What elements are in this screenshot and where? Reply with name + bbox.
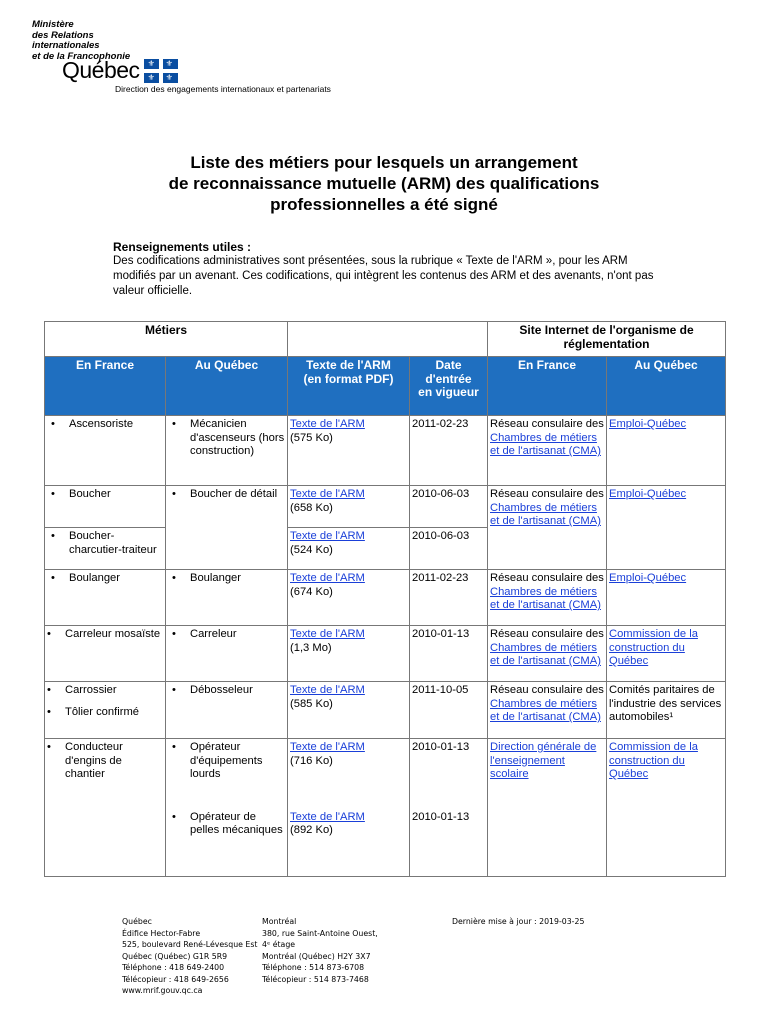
file-size: (585 Ko) xyxy=(290,697,333,710)
file-size: (658 Ko) xyxy=(290,501,333,514)
dges-link[interactable]: Direction générale de l'enseignement scolaire xyxy=(490,741,597,780)
emploi-quebec-link[interactable]: Emploi-Québec xyxy=(609,418,687,430)
group-metiers: Métiers xyxy=(45,322,288,357)
ministry-line: des Relations xyxy=(32,29,94,41)
ministry-line: internationales xyxy=(32,40,100,51)
arm-text-link[interactable]: Texte de l'ARM xyxy=(290,741,365,753)
arm-text-link[interactable]: Texte de l'ARM xyxy=(290,572,365,584)
ministry-line: Ministère xyxy=(32,19,74,30)
arm-text-link[interactable]: Texte de l'ARM xyxy=(290,810,365,823)
ccq-link[interactable]: Commission de la construction du Québec xyxy=(609,628,698,667)
table-row: • Boucher • Boucher de détail Texte de l'ARM (658 Ko) 2010-06-03 Réseau consulaire des Chambres de métiers et de l'artisanat (CMA) Emploi-Québec xyxy=(45,486,726,528)
col-site-france: En France xyxy=(488,357,607,416)
metier-quebec: Débosseleur xyxy=(190,684,253,696)
quebec-logo xyxy=(62,57,178,84)
last-updated: Dernière mise à jour : 2019-03-25 xyxy=(452,917,585,926)
table-row: • Ascensoriste • Mécanicien d'ascenseurs (hors construction) Texte de l'ARM (575 Ko) 2011-02-23 Réseau consulaire des Chambres de métiers et de l'artisanat (CMA) Emploi-Québec xyxy=(45,416,726,486)
arm-text-link[interactable]: Texte de l'ARM xyxy=(290,684,365,696)
emploi-quebec-link[interactable]: Emploi-Québec xyxy=(609,572,687,584)
table-row: • Carrossier • Tôlier confirmé • Débosseleur Texte de l'ARM (585 Ko) 2011-10-05 Réseau consulaire des Chambres de métiers et de l'artisanat (CMA) Comités paritaires de l'industrie des services automobiles¹ xyxy=(45,682,726,739)
metier-quebec: Carreleur xyxy=(190,628,237,640)
title-line: professionnelles a été signé xyxy=(270,195,498,214)
arm-table xyxy=(44,321,726,877)
metier-france: Ascensoriste xyxy=(69,418,134,430)
group-empty xyxy=(288,322,488,357)
arm-text-link[interactable]: Texte de l'ARM xyxy=(290,530,365,542)
file-size: (575 Ko) xyxy=(290,431,333,444)
ccq-link[interactable]: Commission de la construction du Québec xyxy=(609,741,698,780)
table-row: • Opérateur de pelles mécaniques Texte de l'ARM (892 Ko) 2010-01-13 xyxy=(45,809,726,877)
metier-quebec: Mécanicien d'ascenseurs (hors construction) xyxy=(190,418,285,457)
title-line: Liste des métiers pour lesquels un arrangement xyxy=(190,153,578,172)
metier-quebec: Opérateur de pelles mécaniques xyxy=(190,810,283,836)
file-size: (716 Ko) xyxy=(290,754,333,767)
col-site-quebec: Au Québec xyxy=(607,357,726,416)
date-cell: 2010-01-13 xyxy=(410,739,488,809)
footer-montreal-address: Montréal 380, rue Saint-Antoine Ouest, 4ᵉ étage Montréal (Québec) H2Y 3X7 Téléphone : 514 873-6708 Télécopieur : 514 873-7468 xyxy=(262,917,378,984)
metier-france: Tôlier confirmé xyxy=(65,705,139,718)
metier-quebec: Boucher de détail xyxy=(190,488,278,500)
file-size: (892 Ko) xyxy=(290,824,333,836)
arm-text-link[interactable]: Texte de l'ARM xyxy=(290,488,365,500)
table-row: • Boucher-charcutier-traiteur Texte de l'ARM (524 Ko) 2010-06-03 xyxy=(45,528,726,570)
info-heading: Renseignements utiles : xyxy=(113,240,252,254)
col-au-quebec: Au Québec xyxy=(166,357,288,416)
cma-link[interactable]: Chambres de métiers et de l'artisanat (CMA) xyxy=(490,501,601,527)
site-quebec-text: Comités paritaires de l'industrie des services automobiles¹ xyxy=(607,682,726,739)
direction-name: Direction des engagements internationaux et partenariats xyxy=(115,84,331,94)
table-group-header xyxy=(45,322,726,357)
arm-text-link[interactable]: Texte de l'ARM xyxy=(290,628,365,640)
date-cell: 2010-06-03 xyxy=(410,486,488,528)
date-cell: 2011-10-05 xyxy=(410,682,488,739)
date-cell: 2011-02-23 xyxy=(410,416,488,486)
metier-quebec: Opérateur d'équipements lourds xyxy=(190,741,263,780)
emploi-quebec-link[interactable]: Emploi-Québec xyxy=(609,488,687,500)
file-size: (674 Ko) xyxy=(290,585,333,598)
title-line: de reconnaissance mutuelle (ARM) des qualifications xyxy=(168,174,600,193)
cma-link[interactable]: Chambres de métiers et de l'artisanat (CMA) xyxy=(490,641,601,667)
group-site: Site Internet de l'organisme de réglementation xyxy=(488,322,726,357)
metier-france: Conducteur d'engins de chantier xyxy=(65,741,123,780)
col-texte-arm: Texte de l'ARM (en format PDF) xyxy=(288,357,410,416)
arm-text-link[interactable]: Texte de l'ARM xyxy=(290,418,365,430)
ministry-name xyxy=(32,20,130,62)
page-title xyxy=(100,152,668,215)
table-row: • Carreleur mosaïste • Carreleur Texte de l'ARM (1,3 Mo) 2010-01-13 Réseau consulaire des Chambres de métiers et de l'artisanat (CMA) Commission de la construction du Québec xyxy=(45,626,726,682)
metier-france: Carrossier xyxy=(65,684,117,696)
col-date: Date d'entrée en vigueur xyxy=(410,357,488,416)
metier-france: Boulanger xyxy=(69,572,121,584)
table-column-header xyxy=(45,357,726,416)
file-size: (524 Ko) xyxy=(290,543,333,556)
metier-france: Carreleur mosaïste xyxy=(65,628,161,640)
footer-quebec-address: Québec Édifice Hector-Fabre 525, boulevard René-Lévesque Est Québec (Québec) G1R 5R9 Téléphone : 418 649-2400 Télécopieur : 418 649-2656 www.mrif.gouv.qc.ca xyxy=(122,917,258,995)
cma-link[interactable]: Chambres de métiers et de l'artisanat (CMA) xyxy=(490,585,601,611)
table-row: • Conducteur d'engins de chantier • Opérateur d'équipements lourds Texte de l'ARM (716 Ko) 2010-01-13 Direction générale de l'enseignement scolaire Commission de la construction du Québec xyxy=(45,739,726,809)
date-cell: 2010-01-13 xyxy=(410,809,488,877)
cma-link[interactable]: Chambres de métiers et de l'artisanat (CMA) xyxy=(490,431,601,457)
date-cell: 2011-02-23 xyxy=(410,570,488,626)
quebec-flag-icon: ⚜ ⚜ ⚜ ⚜ xyxy=(144,59,178,83)
metier-france: Boucher xyxy=(69,488,111,500)
quebec-wordmark: Québec xyxy=(62,57,140,83)
date-cell: 2010-06-03 xyxy=(410,528,488,570)
website-link[interactable]: www.mrif.gouv.qc.ca xyxy=(122,986,203,995)
metier-france: Boucher-charcutier-traiteur xyxy=(69,530,157,556)
metier-quebec: Boulanger xyxy=(190,572,242,584)
ministry-line: et de la Francophonie xyxy=(32,50,131,62)
cma-link[interactable]: Chambres de métiers et de l'artisanat (CMA) xyxy=(490,697,601,723)
file-size: (1,3 Mo) xyxy=(290,641,332,654)
col-en-france: En France xyxy=(45,357,166,416)
info-paragraph: Des codifications administratives sont présentées, sous la rubrique « Texte de l'ARM », pour les ARM modifiés par un avenant. Ces codifications, qui intègrent les contenus des ARM et des avenants, n'ont pas valeur officielle. xyxy=(113,255,654,297)
table-row: • Boulanger • Boulanger Texte de l'ARM (674 Ko) 2011-02-23 Réseau consulaire des Chambres de métiers et de l'artisanat (CMA) Emploi-Québec xyxy=(45,570,726,626)
date-cell: 2010-01-13 xyxy=(410,626,488,682)
